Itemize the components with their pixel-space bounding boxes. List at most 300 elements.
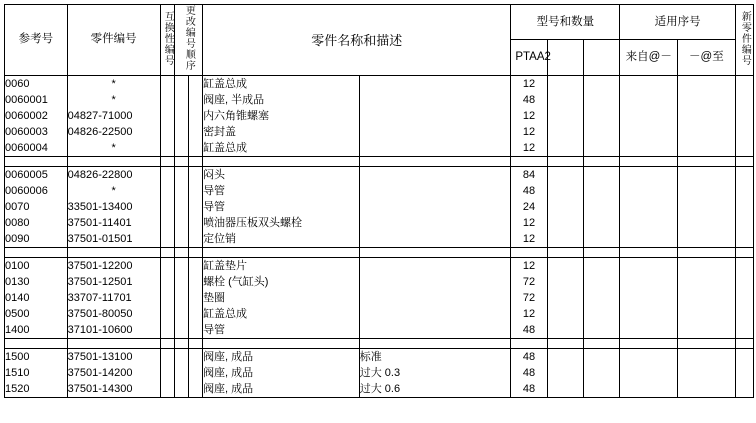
cell-part-name: 缸盖总成 [203,306,360,322]
parts-table [4,4,754,398]
table-row [5,75,754,92]
spacer-cell [203,247,360,257]
spacer-cell [735,156,753,166]
cell-serial-from [620,257,678,274]
cell-serial-to [678,92,736,108]
cell-qty-ptaa2: 48 [511,322,547,339]
cell-part-name: 喷油器压板双头螺栓 [203,215,360,231]
cell-ref-no: 0080 [5,215,68,231]
cell-qty-blank-1 [547,348,583,365]
cell-change-1 [174,381,188,398]
cell-ref-no: 1520 [5,381,68,398]
cell-change-1 [174,124,188,140]
cell-part-no: 37501-01501 [67,231,160,248]
cell-change-2 [188,183,202,199]
cell-qty-blank-2 [584,183,620,199]
cell-change-1 [174,75,188,92]
cell-part-no: 04826-22500 [67,124,160,140]
cell-new-part-no [735,231,753,248]
cell-change-1 [174,257,188,274]
cell-change-1 [174,183,188,199]
cell-change-2 [188,322,202,339]
cell-new-part-no [735,290,753,306]
cell-qty-ptaa2: 72 [511,274,547,290]
cell-qty-blank-2 [584,365,620,381]
group-spacer-row [5,156,754,166]
cell-part-desc [359,231,511,248]
cell-part-desc: 过大 0.3 [359,365,511,381]
cell-qty-blank-1 [547,290,583,306]
cell-interchange [160,290,174,306]
cell-change-2 [188,231,202,248]
cell-serial-to [678,231,736,248]
table-row [5,274,754,290]
cell-qty-ptaa2: 48 [511,381,547,398]
spacer-cell [511,156,547,166]
header-new-part-no: 新零件编号 [735,5,753,76]
cell-part-name: 定位销 [203,231,360,248]
cell-ref-no: 0060006 [5,183,68,199]
cell-change-2 [188,140,202,157]
cell-qty-blank-1 [547,166,583,183]
cell-new-part-no [735,92,753,108]
cell-part-desc [359,257,511,274]
cell-part-name: 阀座, 成品 [203,348,360,365]
cell-change-2 [188,108,202,124]
table-row [5,322,754,339]
header-model-blank-2 [584,40,620,75]
cell-qty-blank-1 [547,215,583,231]
cell-part-no: * [67,75,160,92]
spacer-cell [188,338,202,348]
cell-part-desc: 过大 0.6 [359,381,511,398]
header-part-no: 零件编号 [67,5,160,76]
cell-part-no: 04827-71000 [67,108,160,124]
spacer-cell [67,338,160,348]
table-row [5,290,754,306]
spacer-cell [359,156,511,166]
spacer-cell [174,247,188,257]
cell-serial-from [620,365,678,381]
header-serial-to: －@至 [678,40,736,75]
header-interchange: 互换性编号 [160,5,174,76]
cell-qty-ptaa2: 12 [511,215,547,231]
cell-ref-no: 0070 [5,199,68,215]
cell-change-1 [174,306,188,322]
spacer-cell [5,338,68,348]
cell-serial-to [678,166,736,183]
cell-qty-blank-1 [547,108,583,124]
cell-part-name: 导管 [203,322,360,339]
table-row [5,381,754,398]
cell-part-no: 37501-80050 [67,306,160,322]
cell-interchange [160,183,174,199]
cell-change-1 [174,215,188,231]
group-spacer-row [5,247,754,257]
cell-change-1 [174,290,188,306]
cell-new-part-no [735,108,753,124]
cell-serial-to [678,199,736,215]
cell-change-2 [188,348,202,365]
cell-qty-blank-2 [584,124,620,140]
cell-new-part-no [735,365,753,381]
cell-serial-to [678,322,736,339]
spacer-cell [511,247,547,257]
cell-serial-from [620,124,678,140]
cell-change-1 [174,166,188,183]
cell-change-1 [174,140,188,157]
cell-interchange [160,231,174,248]
cell-qty-blank-2 [584,274,620,290]
cell-serial-to [678,381,736,398]
cell-qty-blank-1 [547,92,583,108]
table-row [5,365,754,381]
cell-ref-no: 0060001 [5,92,68,108]
cell-part-name: 缸盖总成 [203,140,360,157]
cell-serial-from [620,215,678,231]
cell-part-no: 37501-12200 [67,257,160,274]
cell-qty-ptaa2: 12 [511,306,547,322]
cell-qty-blank-2 [584,257,620,274]
cell-change-1 [174,108,188,124]
cell-serial-from [620,166,678,183]
spacer-cell [67,156,160,166]
cell-qty-blank-1 [547,199,583,215]
cell-ref-no: 1500 [5,348,68,365]
cell-qty-blank-2 [584,381,620,398]
cell-qty-blank-2 [584,348,620,365]
cell-serial-from [620,348,678,365]
cell-interchange [160,124,174,140]
table-row [5,166,754,183]
cell-qty-ptaa2: 24 [511,199,547,215]
cell-qty-blank-2 [584,75,620,92]
spacer-cell [5,247,68,257]
header-serial-from: 来自@－ [620,40,678,75]
cell-part-desc [359,199,511,215]
cell-new-part-no [735,124,753,140]
cell-ref-no: 0060005 [5,166,68,183]
header-model-blank-1 [547,40,583,75]
cell-qty-ptaa2: 48 [511,183,547,199]
cell-serial-from [620,290,678,306]
cell-change-1 [174,231,188,248]
cell-ref-no: 0060003 [5,124,68,140]
cell-part-no: * [67,92,160,108]
cell-change-2 [188,257,202,274]
spacer-cell [547,338,583,348]
cell-part-desc [359,290,511,306]
cell-ref-no: 1510 [5,365,68,381]
cell-serial-from [620,231,678,248]
cell-serial-from [620,274,678,290]
spacer-cell [359,247,511,257]
header-applicable-serial: 适用序号 [620,5,735,40]
table-row [5,183,754,199]
cell-new-part-no [735,75,753,92]
cell-interchange [160,215,174,231]
cell-interchange [160,306,174,322]
cell-qty-blank-1 [547,183,583,199]
cell-qty-blank-1 [547,124,583,140]
table-row [5,215,754,231]
cell-serial-from [620,322,678,339]
cell-qty-ptaa2: 12 [511,108,547,124]
cell-interchange [160,348,174,365]
cell-part-no: 37101-10600 [67,322,160,339]
cell-interchange [160,381,174,398]
cell-part-desc [359,166,511,183]
cell-serial-from [620,108,678,124]
cell-qty-ptaa2: 48 [511,348,547,365]
cell-serial-from [620,306,678,322]
cell-qty-blank-2 [584,108,620,124]
cell-qty-blank-1 [547,274,583,290]
cell-qty-blank-2 [584,290,620,306]
cell-ref-no: 0090 [5,231,68,248]
cell-change-2 [188,124,202,140]
cell-serial-from [620,183,678,199]
table-row [5,92,754,108]
cell-qty-ptaa2: 84 [511,166,547,183]
spacer-cell [160,247,174,257]
cell-part-name: 缸盖垫片 [203,257,360,274]
cell-serial-to [678,140,736,157]
table-row [5,108,754,124]
cell-qty-ptaa2: 12 [511,257,547,274]
cell-change-2 [188,274,202,290]
cell-part-name: 阀座, 成品 [203,365,360,381]
cell-part-name: 密封盖 [203,124,360,140]
cell-ref-no: 0130 [5,274,68,290]
spacer-cell [620,338,678,348]
cell-interchange [160,365,174,381]
cell-serial-from [620,381,678,398]
cell-qty-blank-1 [547,75,583,92]
cell-part-no: 04826-22800 [67,166,160,183]
cell-part-desc [359,306,511,322]
spacer-cell [735,247,753,257]
spacer-cell [584,156,620,166]
cell-serial-to [678,348,736,365]
cell-new-part-no [735,215,753,231]
cell-serial-from [620,199,678,215]
cell-ref-no: 0060002 [5,108,68,124]
cell-change-2 [188,381,202,398]
spacer-cell [67,247,160,257]
cell-qty-blank-1 [547,322,583,339]
cell-serial-to [678,215,736,231]
spacer-cell [359,338,511,348]
cell-part-no: 37501-11401 [67,215,160,231]
cell-interchange [160,92,174,108]
cell-qty-ptaa2: 12 [511,75,547,92]
cell-qty-blank-1 [547,306,583,322]
cell-new-part-no [735,140,753,157]
cell-part-name: 导管 [203,199,360,215]
cell-change-2 [188,199,202,215]
spacer-cell [678,156,736,166]
cell-new-part-no [735,183,753,199]
spacer-cell [547,156,583,166]
spacer-cell [620,247,678,257]
cell-qty-blank-2 [584,166,620,183]
cell-new-part-no [735,381,753,398]
cell-part-desc [359,140,511,157]
cell-part-desc [359,215,511,231]
cell-part-name: 缸盖总成 [203,75,360,92]
cell-qty-blank-2 [584,306,620,322]
cell-qty-ptaa2: 12 [511,140,547,157]
spacer-cell [511,338,547,348]
cell-part-desc [359,322,511,339]
cell-change-1 [174,348,188,365]
cell-part-name: 阀座, 成品 [203,381,360,398]
table-body [5,75,754,397]
cell-qty-blank-1 [547,257,583,274]
cell-ref-no: 0060 [5,75,68,92]
cell-qty-blank-1 [547,365,583,381]
cell-ref-no: 0500 [5,306,68,322]
cell-part-name: 阀座, 半成品 [203,92,360,108]
cell-new-part-no [735,166,753,183]
cell-part-name: 螺栓 (气缸头) [203,274,360,290]
cell-ref-no: 0140 [5,290,68,306]
cell-part-desc [359,183,511,199]
cell-part-no: 37501-13100 [67,348,160,365]
cell-qty-blank-1 [547,231,583,248]
cell-qty-blank-1 [547,140,583,157]
cell-serial-to [678,108,736,124]
group-spacer-row [5,338,754,348]
cell-serial-from [620,140,678,157]
table-row [5,348,754,365]
cell-change-2 [188,75,202,92]
cell-new-part-no [735,199,753,215]
header-model-qty: 型号和数量 [511,5,620,40]
cell-part-desc [359,75,511,92]
cell-qty-blank-1 [547,381,583,398]
header-change-order: 更改编号顺序 [174,5,202,76]
cell-new-part-no [735,306,753,322]
cell-change-2 [188,365,202,381]
spacer-cell [584,338,620,348]
cell-change-1 [174,274,188,290]
cell-change-1 [174,365,188,381]
spacer-cell [203,338,360,348]
cell-change-2 [188,290,202,306]
spacer-cell [203,156,360,166]
header-model-code: PTAA2 [511,40,547,75]
cell-interchange [160,75,174,92]
table-row [5,140,754,157]
table-row [5,231,754,248]
cell-change-2 [188,306,202,322]
cell-qty-ptaa2: 48 [511,92,547,108]
cell-serial-to [678,274,736,290]
spacer-cell [160,156,174,166]
cell-interchange [160,322,174,339]
cell-change-1 [174,92,188,108]
cell-interchange [160,199,174,215]
cell-qty-blank-2 [584,140,620,157]
cell-serial-to [678,290,736,306]
cell-ref-no: 1400 [5,322,68,339]
spacer-cell [547,247,583,257]
cell-qty-ptaa2: 72 [511,290,547,306]
spacer-cell [188,156,202,166]
cell-part-name: 闷头 [203,166,360,183]
spacer-cell [188,247,202,257]
cell-qty-blank-2 [584,92,620,108]
cell-ref-no: 0100 [5,257,68,274]
cell-new-part-no [735,348,753,365]
spacer-cell [678,247,736,257]
spacer-cell [735,338,753,348]
cell-serial-to [678,365,736,381]
cell-new-part-no [735,274,753,290]
cell-serial-to [678,257,736,274]
cell-serial-from [620,75,678,92]
cell-change-1 [174,322,188,339]
table-header-row-1 [5,5,754,40]
cell-new-part-no [735,257,753,274]
spacer-cell [160,338,174,348]
cell-change-2 [188,92,202,108]
cell-interchange [160,257,174,274]
header-ref-no: 参考号 [5,5,68,76]
cell-part-desc [359,124,511,140]
spacer-cell [678,338,736,348]
cell-interchange [160,140,174,157]
cell-part-no: * [67,140,160,157]
cell-change-2 [188,215,202,231]
cell-part-name: 垫圈 [203,290,360,306]
cell-serial-from [620,92,678,108]
cell-part-name: 导管 [203,183,360,199]
cell-serial-to [678,124,736,140]
cell-qty-ptaa2: 12 [511,124,547,140]
table-row [5,306,754,322]
cell-interchange [160,274,174,290]
cell-part-no: 37501-14300 [67,381,160,398]
cell-interchange [160,166,174,183]
cell-serial-to [678,306,736,322]
cell-serial-to [678,75,736,92]
cell-part-no: 33501-13400 [67,199,160,215]
table-row [5,257,754,274]
spacer-cell [584,247,620,257]
cell-interchange [160,108,174,124]
cell-qty-ptaa2: 12 [511,231,547,248]
cell-change-1 [174,199,188,215]
cell-part-desc [359,92,511,108]
cell-qty-blank-2 [584,199,620,215]
cell-change-2 [188,166,202,183]
table-row [5,199,754,215]
cell-qty-blank-2 [584,322,620,339]
header-name-desc: 零件名称和描述 [203,5,511,76]
cell-part-desc [359,108,511,124]
cell-ref-no: 0060004 [5,140,68,157]
spacer-cell [620,156,678,166]
cell-part-name: 内六角锥螺塞 [203,108,360,124]
cell-part-no: 37501-14200 [67,365,160,381]
cell-new-part-no [735,322,753,339]
spacer-cell [5,156,68,166]
cell-part-desc: 标准 [359,348,511,365]
cell-serial-to [678,183,736,199]
